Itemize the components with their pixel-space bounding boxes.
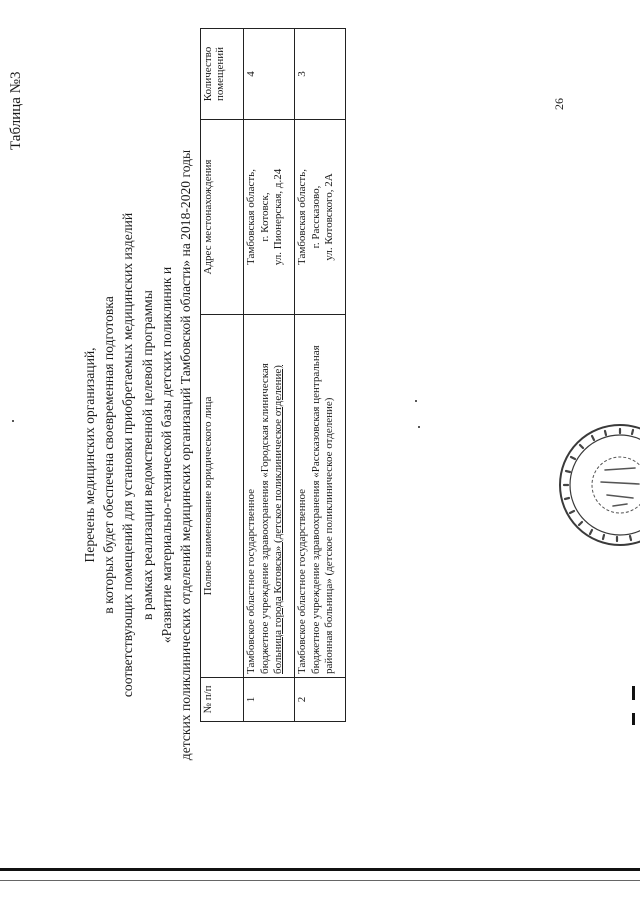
scan-speck [415,400,417,402]
row-name-line: бюджетное учреждение здравоохранения «Городская клиническая [258,363,271,674]
table-row [244,29,295,722]
title-line: Перечень медицинских организаций, [82,347,97,563]
document-title [80,105,195,805]
header-count: Количество помещений [201,29,244,120]
row-name-line: районная больница» (детское поликлиническое отделение) [323,397,335,674]
title-line: в которых будет обеспечена своевременная подготовка [101,296,117,614]
title-line: в рамках реализации ведомственной целевой программы [139,290,155,620]
header-name: Полное наименование юридического лица [201,315,244,678]
table-header-row [201,29,244,722]
row-num: 1 [244,678,295,722]
row-count: 3 [295,29,346,120]
table-row [295,29,346,722]
row-name-line: бюджетное учреждение здравоохранения «Рассказовская центральная [309,345,322,674]
title-line: «Развитие материально-технической базы детских поликлиник и [158,266,174,644]
row-name [244,315,295,678]
official-stamp [555,420,640,550]
scan-mark [632,713,635,725]
scan-mark [632,686,635,700]
scan-edge [0,868,640,871]
row-name-line: больница города Котовска» (детское поликлиническое отделение) [272,365,284,674]
row-name-line: Тамбовское областное государственное [296,488,308,674]
row-name [295,315,346,678]
row-count: 4 [244,29,295,120]
organizations-table [200,28,346,722]
header-num: № п/п [201,678,244,722]
title-line: соответствующих помещений для установки приобретаемых медицинских изделий [120,212,136,698]
scan-edge [0,880,640,881]
row-address: Тамбовская область, г. Котовск, ул. Пионерская, д.24 [244,120,295,315]
scan-speck [418,426,420,428]
row-address: Тамбовская область, г. Рассказово, ул. Котовского, 2А [295,120,346,315]
table-label: Таблица №3 [8,71,24,150]
scan-speck [12,420,14,422]
row-num: 2 [295,678,346,722]
page-number: 26 [552,98,566,110]
title-line: детских поликлинических отделений медицинских организаций Тамбовской области» на 2018-2020 годы [178,149,194,761]
row-name-line: Тамбовское областное государственное [245,488,257,674]
header-address: Адрес местонахождения [201,120,244,315]
